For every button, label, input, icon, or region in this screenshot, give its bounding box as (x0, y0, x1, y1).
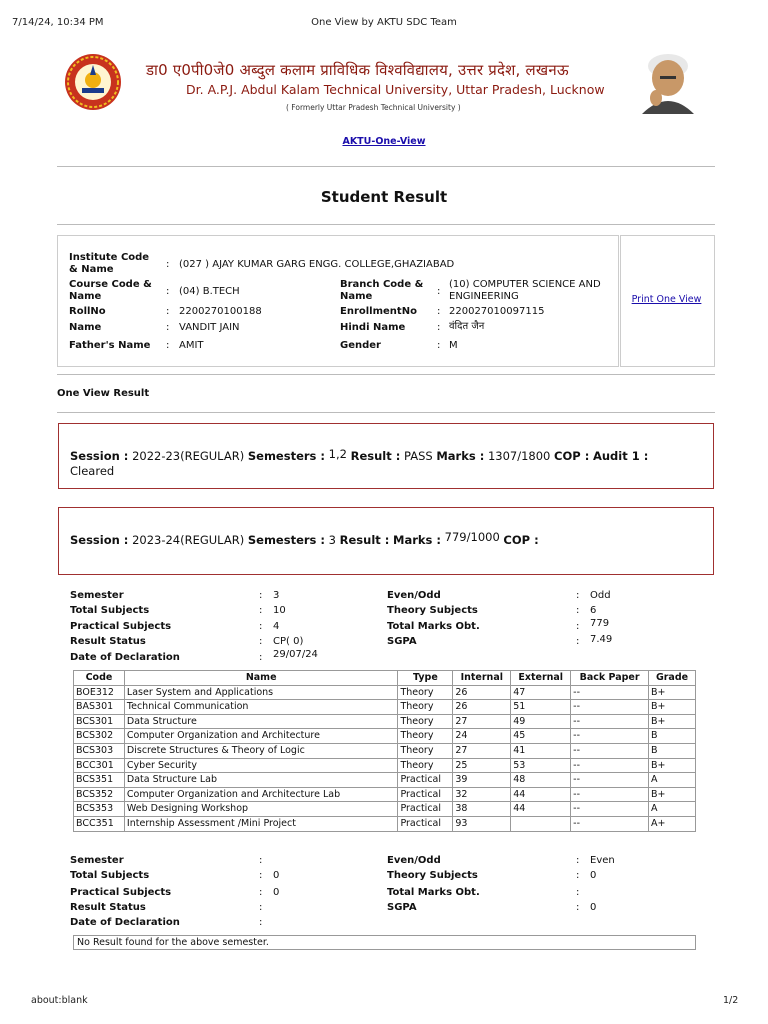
practical-subjects-value: 4 (273, 621, 280, 632)
marks-label: Marks : (393, 533, 442, 547)
code-cell: BCC301 (74, 758, 125, 773)
marks-label: Marks : (436, 449, 485, 463)
total-marks-label: Total Marks Obt. (387, 621, 480, 632)
back-paper-cell: -- (571, 802, 649, 817)
table-row (74, 758, 696, 773)
result-status-label: Result Status (70, 902, 146, 913)
external-cell: 53 (511, 758, 571, 773)
divider (57, 166, 715, 167)
internal-cell: 27 (453, 714, 511, 729)
type-cell: Theory (398, 729, 453, 744)
gender-label: Gender (340, 340, 381, 351)
branch-value: (10) COMPUTER SCIENCE AND ENGINEERING (449, 279, 601, 302)
colon: : (166, 322, 170, 333)
colon: : (166, 286, 170, 297)
grade-cell: B+ (649, 685, 696, 700)
university-name-hindi: डा0 ए0पी0जे0 अब्दुल कलाम प्राविधिक विश्वविद्यालय, उत्तर प्रदेश, लखनऊ (146, 61, 569, 79)
marks-value: 1307/1800 (487, 449, 551, 463)
session-value: 2022-23(REGULAR) (132, 449, 245, 463)
internal-cell: 39 (453, 773, 511, 788)
section-title: One View Result (57, 388, 150, 399)
result-value: PASS (404, 449, 433, 463)
colon: : (437, 286, 441, 297)
back-paper-cell: -- (571, 758, 649, 773)
footer-page-number: 1/2 (723, 995, 739, 1006)
total-marks-label: Total Marks Obt. (387, 887, 480, 898)
back-paper-cell: -- (571, 743, 649, 758)
internal-cell: 32 (453, 787, 511, 802)
total-marks-value: 779 (590, 618, 610, 629)
roll-label: RollNo (69, 306, 106, 317)
grade-cell: A (649, 802, 696, 817)
external-cell (511, 816, 571, 831)
name-cell: Web Designing Workshop (124, 802, 398, 817)
grade-cell: A+ (649, 816, 696, 831)
practical-subjects-value: 0 (273, 887, 280, 898)
internal-cell: 38 (453, 802, 511, 817)
colon: : (437, 322, 441, 333)
even-odd-label: Even/Odd (387, 855, 441, 866)
type-cell: Theory (398, 743, 453, 758)
practical-subjects-label: Practical Subjects (70, 621, 172, 632)
code-cell: BCS302 (74, 729, 125, 744)
name-cell: Data Structure Lab (124, 773, 398, 788)
marks-table (73, 670, 696, 832)
internal-cell: 93 (453, 816, 511, 831)
semester-value: 3 (273, 590, 280, 601)
code-cell: BCS353 (74, 802, 125, 817)
divider (57, 412, 715, 413)
divider (57, 374, 715, 375)
external-cell: 51 (511, 700, 571, 715)
name-cell: Data Structure (124, 714, 398, 729)
name-value: VANDIT JAIN (179, 322, 240, 333)
session-value: 2023-24(REGULAR) (132, 533, 245, 547)
sgpa-label: SGPA (387, 902, 417, 913)
no-result-note: No Result found for the above semester. (73, 935, 696, 950)
course-label: Course Code & Name (69, 279, 152, 302)
code-cell: BAS301 (74, 700, 125, 715)
colon: : (259, 887, 263, 898)
total-subjects-label: Total Subjects (70, 870, 150, 881)
column-header: Back Paper (571, 671, 649, 686)
audit-value: Cleared (70, 464, 115, 478)
name-cell: Laser System and Applications (124, 685, 398, 700)
theory-subjects-label: Theory Subjects (387, 870, 478, 881)
university-name-english: Dr. A.P.J. Abdul Kalam Technical University, Uttar Pradesh, Lucknow (186, 82, 605, 97)
internal-cell: 26 (453, 700, 511, 715)
code-cell: BCS352 (74, 787, 125, 802)
name-cell: Computer Organization and Architecture Lab (124, 787, 398, 802)
name-cell: Technical Communication (124, 700, 398, 715)
name-label: Name (69, 322, 102, 333)
colon: : (437, 306, 441, 317)
code-cell: BOE312 (74, 685, 125, 700)
colon: : (166, 259, 170, 270)
date-declaration-label: Date of Declaration (70, 917, 180, 928)
sgpa-value: 7.49 (590, 634, 613, 645)
external-cell: 47 (511, 685, 571, 700)
grade-cell: B (649, 743, 696, 758)
father-label: Father's Name (69, 340, 151, 351)
print-page-title: One View by AKTU SDC Team (311, 17, 457, 28)
code-cell: BCS351 (74, 773, 125, 788)
marks-value: 779/1000 (444, 530, 500, 544)
result-status-label: Result Status (70, 636, 146, 647)
print-datetime: 7/14/24, 10:34 PM (12, 17, 104, 28)
table-row (74, 787, 696, 802)
hindi-name-label: Hindi Name (340, 322, 406, 333)
even-odd-label: Even/Odd (387, 590, 441, 601)
code-cell: BCC351 (74, 816, 125, 831)
grade-cell: B+ (649, 758, 696, 773)
grade-cell: A (649, 773, 696, 788)
total-subjects-value: 10 (273, 605, 286, 616)
marks-table-body (74, 685, 696, 831)
theory-subjects-label: Theory Subjects (387, 605, 478, 616)
kalam-portrait-image (632, 52, 704, 114)
colon: : (166, 340, 170, 351)
colon: : (259, 621, 263, 632)
back-paper-cell: -- (571, 700, 649, 715)
page-title: Student Result (320, 188, 448, 206)
father-value: AMIT (179, 340, 204, 351)
session-box-2022-23 (58, 423, 714, 489)
colon: : (576, 605, 580, 616)
code-cell: BCS301 (74, 714, 125, 729)
university-logo (64, 53, 122, 111)
colon: : (576, 621, 580, 632)
column-header: External (511, 671, 571, 686)
table-row (74, 700, 696, 715)
colon: : (259, 902, 263, 913)
name-cell: Internship Assessment /Mini Project (124, 816, 398, 831)
sgpa-value: 0 (590, 902, 597, 913)
gender-value: M (449, 340, 458, 351)
table-row (74, 743, 696, 758)
cop-label: COP : (503, 533, 539, 547)
internal-cell: 26 (453, 685, 511, 700)
external-cell: 44 (511, 787, 571, 802)
colon: : (259, 652, 263, 663)
type-cell: Theory (398, 758, 453, 773)
column-header: Grade (649, 671, 696, 686)
colon: : (259, 870, 263, 881)
result-label: Result : (350, 449, 401, 463)
type-cell: Practical (398, 773, 453, 788)
grade-cell: B+ (649, 787, 696, 802)
colon: : (576, 870, 580, 881)
semester-label: Semester (70, 855, 124, 866)
theory-subjects-value: 6 (590, 605, 597, 616)
table-row (74, 714, 696, 729)
colon: : (259, 605, 263, 616)
table-row (74, 685, 696, 700)
internal-cell: 25 (453, 758, 511, 773)
external-cell: 48 (511, 773, 571, 788)
colon: : (259, 917, 263, 928)
internal-cell: 27 (453, 743, 511, 758)
name-cell: Computer Organization and Architecture (124, 729, 398, 744)
table-row (74, 802, 696, 817)
semesters-label: Semesters : (247, 449, 325, 463)
back-paper-cell: -- (571, 773, 649, 788)
total-subjects-label: Total Subjects (70, 605, 150, 616)
semesters-value: 1,2 (328, 447, 347, 461)
code-cell: BCS303 (74, 743, 125, 758)
even-odd-value: Odd (590, 590, 611, 601)
semester-label: Semester (70, 590, 124, 601)
colon: : (576, 590, 580, 601)
table-row (74, 773, 696, 788)
session-label: Session : (70, 449, 129, 463)
enroll-label: EnrollmentNo (340, 306, 417, 317)
colon: : (576, 855, 580, 866)
name-cell: Cyber Security (124, 758, 398, 773)
branch-label: Branch Code & Name (340, 279, 424, 302)
practical-subjects-label: Practical Subjects (70, 887, 172, 898)
roll-value: 2200270100188 (179, 306, 262, 317)
semesters-value: 3 (328, 533, 336, 547)
external-cell: 45 (511, 729, 571, 744)
internal-cell: 24 (453, 729, 511, 744)
column-header: Name (124, 671, 398, 686)
course-value: (04) B.TECH (179, 286, 240, 297)
column-header: Type (398, 671, 453, 686)
sgpa-label: SGPA (387, 636, 417, 647)
back-paper-cell: -- (571, 729, 649, 744)
external-cell: 49 (511, 714, 571, 729)
session-box-2023-24 (58, 507, 714, 575)
audit-label: Audit 1 : (592, 449, 649, 463)
divider (57, 224, 715, 225)
back-paper-cell: -- (571, 685, 649, 700)
hindi-name-value: वंदित जैन (449, 321, 485, 332)
type-cell: Theory (398, 685, 453, 700)
footer-url: about:blank (31, 995, 88, 1006)
table-row (74, 729, 696, 744)
external-cell: 44 (511, 802, 571, 817)
column-header: Internal (453, 671, 511, 686)
colon: : (576, 636, 580, 647)
colon: : (166, 306, 170, 317)
aktu-one-view-link[interactable]: AKTU-One-View (342, 136, 426, 147)
back-paper-cell: -- (571, 816, 649, 831)
total-subjects-value: 0 (273, 870, 280, 881)
colon: : (576, 887, 580, 898)
institute-value: (027 ) AJAY KUMAR GARG ENGG. COLLEGE,GHAZIABAD (179, 259, 455, 270)
back-paper-cell: -- (571, 787, 649, 802)
result-label: Result : (339, 533, 390, 547)
colon: : (259, 590, 263, 601)
type-cell: Theory (398, 714, 453, 729)
enroll-value: 220027010097115 (449, 306, 545, 317)
cop-label: COP : (554, 449, 590, 463)
colon: : (437, 340, 441, 351)
result-status-value: CP( 0) (273, 636, 304, 647)
date-declaration-value: 29/07/24 (273, 649, 318, 660)
table-header-row (74, 671, 696, 686)
colon: : (259, 855, 263, 866)
column-header: Code (74, 671, 125, 686)
even-odd-value: Even (590, 855, 615, 866)
theory-subjects-value: 0 (590, 870, 597, 881)
grade-cell: B+ (649, 714, 696, 729)
type-cell: Theory (398, 700, 453, 715)
back-paper-cell: -- (571, 714, 649, 729)
grade-cell: B (649, 729, 696, 744)
type-cell: Practical (398, 787, 453, 802)
date-declaration-label: Date of Declaration (70, 652, 180, 663)
semesters-label: Semesters : (247, 533, 325, 547)
session-label: Session : (70, 533, 129, 547)
institute-label: Institute Code & Name (69, 252, 150, 275)
colon: : (576, 902, 580, 913)
type-cell: Practical (398, 816, 453, 831)
formerly-note: ( Formerly Uttar Pradesh Technical University ) (286, 103, 461, 112)
grade-cell: B+ (649, 700, 696, 715)
colon: : (259, 636, 263, 647)
table-row (74, 816, 696, 831)
type-cell: Practical (398, 802, 453, 817)
name-cell: Discrete Structures & Theory of Logic (124, 743, 398, 758)
print-one-view-link[interactable]: Print One View (631, 294, 702, 305)
external-cell: 41 (511, 743, 571, 758)
